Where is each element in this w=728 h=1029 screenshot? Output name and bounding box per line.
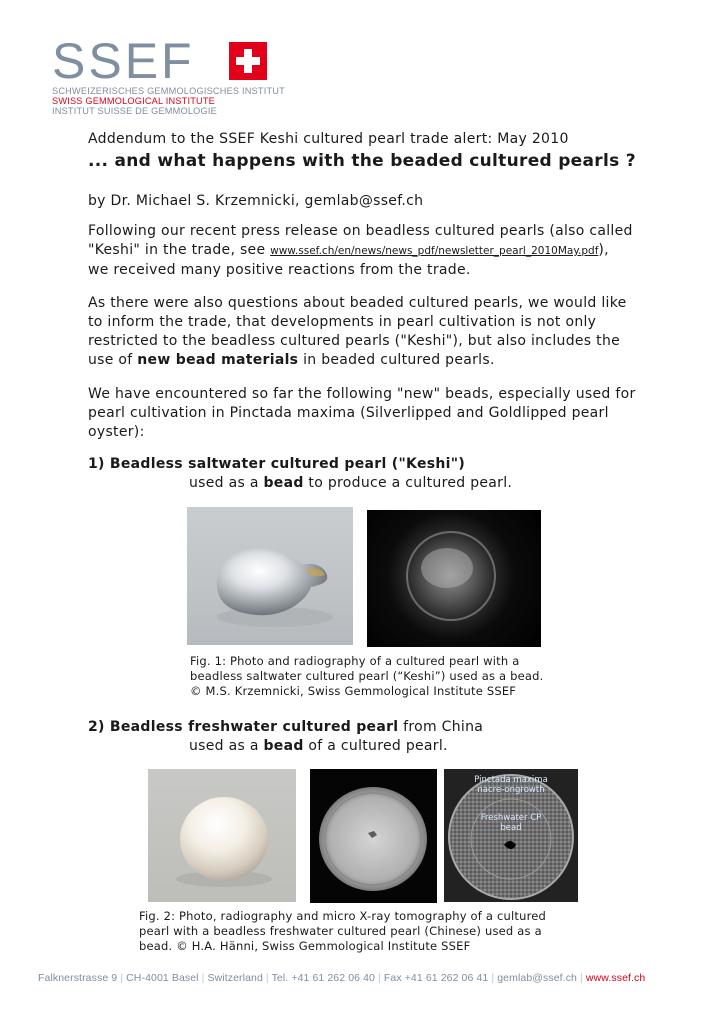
footer-city: CH-4001 Basel <box>126 972 199 984</box>
paragraph-2-line: in beaded cultured pearls. <box>298 352 495 368</box>
paragraph-1-line: we received many positive reactions from the trade. <box>88 262 471 278</box>
footer-fax: Fax +41 61 262 06 41 <box>383 972 489 984</box>
logo-line-german: SCHWEIZERISCHES GEMMOLOGISCHES INSTITUT <box>52 86 285 96</box>
keshi-pearl-photo <box>187 507 353 645</box>
item-2-text: of a cultured pearl. <box>303 738 448 754</box>
page-title: ... and what happens with the beaded cultured pearls ? <box>88 151 636 171</box>
paragraph-1 <box>88 222 633 280</box>
item-2-heading-suffix: from China <box>398 719 484 735</box>
paragraph-3-line: oyster): <box>88 424 145 440</box>
item-1-text: used as a <box>189 475 264 491</box>
item-1-bold: bead <box>263 475 304 491</box>
logo-line-english: SWISS GEMMOLOGICAL INSTITUTE <box>52 96 215 106</box>
paragraph-2-line: As there were also questions about beaded cultured pearls, we would like <box>88 295 627 311</box>
paragraph-2 <box>88 294 627 370</box>
tomography-label: Pinctada maxima <box>474 775 548 785</box>
freshwater-pearl-radiography <box>310 769 437 903</box>
freshwater-pearl-photo <box>148 769 296 902</box>
item-1-heading: 1) Beadless saltwater cultured pearl ("Keshi") <box>88 456 466 472</box>
byline: by Dr. Michael S. Krzemnicki, gemlab@ssef.ch <box>88 193 424 209</box>
figure-1-caption <box>190 654 544 699</box>
paragraph-3-line: We have encountered so far the following "new" beads, especially used for <box>88 386 636 402</box>
item-1 <box>88 455 512 493</box>
item-2-text: used as a <box>189 738 264 754</box>
caption-line: Fig. 1: Photo and radiography of a cultured pearl with a <box>190 654 520 668</box>
caption-line: pearl with a beadless freshwater cultured pearl (Chinese) used as a <box>139 924 542 938</box>
footer-address: Falknerstrasse 9 <box>38 972 118 984</box>
caption-line: bead. © H.A. Hänni, Swiss Gemmological Institute SSEF <box>139 939 471 953</box>
paragraph-1-line: Following our recent press release on beadless cultured pearls (also called <box>88 223 633 239</box>
tomography-label: Freshwater CP <box>480 813 542 823</box>
paragraph-2-line: to inform the trade, that developments in pearl cultivation is not only <box>88 314 597 330</box>
footer-website[interactable]: www.ssef.ch <box>585 972 646 984</box>
paragraph-1-line: ), <box>598 242 609 258</box>
paragraph-1-line: "Keshi" in the trade, see <box>88 242 271 258</box>
item-2-heading: 2) Beadless freshwater cultured pearl <box>88 719 399 735</box>
newsletter-link[interactable]: www.ssef.ch/en/news/news_pdf/newsletter_pearl_2010May.pdf <box>270 245 599 257</box>
caption-line: Fig. 2: Photo, radiography and micro X-ray tomography of a cultured <box>139 909 547 923</box>
addendum-line: Addendum to the SSEF Keshi cultured pearl trade alert: May 2010 <box>88 131 569 147</box>
logo-wordmark: SSEF <box>52 33 195 89</box>
figure-2-caption <box>139 909 546 954</box>
paragraph-3-line: pearl cultivation in Pinctada maxima (Silverlipped and Goldlipped pearl <box>88 405 609 421</box>
footer-country: Switzerland <box>207 972 263 984</box>
freshwater-pearl-tomography <box>444 769 578 902</box>
item-2-bold: bead <box>263 738 304 754</box>
keshi-pearl-radiography <box>367 510 541 647</box>
tomography-label: nacre-ongrowth <box>477 785 545 795</box>
paragraph-2-line: use of <box>88 352 138 368</box>
logo-line-french: INSTITUT SUISSE DE GEMMOLOGIE <box>52 106 217 116</box>
swiss-cross-icon <box>229 42 267 80</box>
tomography-label: bead <box>500 823 522 833</box>
emphasis-new-bead-materials: new bead materials <box>137 352 299 368</box>
paragraph-2-line: restricted to the beadless cultured pearls ("Keshi"), but also includes the <box>88 333 621 349</box>
caption-line: © M.S. Krzemnicki, Swiss Gemmological Institute SSEF <box>190 684 517 698</box>
paragraph-3 <box>88 385 636 442</box>
caption-line: beadless saltwater cultured pearl (“Keshi”) used as a bead. <box>190 669 544 683</box>
footer-tel: Tel. +41 61 262 06 40 <box>271 972 375 984</box>
item-1-text: to produce a cultured pearl. <box>303 475 513 491</box>
footer-email[interactable]: gemlab@ssef.ch <box>497 972 577 984</box>
footer: Falknerstrasse 9 | CH-4001 Basel | Switzerland | Tel. +41 61 262 06 40 | Fax +41 61 262 06 41 | gemlab@ssef.ch | www.ssef.ch <box>38 972 646 984</box>
item-2 <box>88 718 483 756</box>
